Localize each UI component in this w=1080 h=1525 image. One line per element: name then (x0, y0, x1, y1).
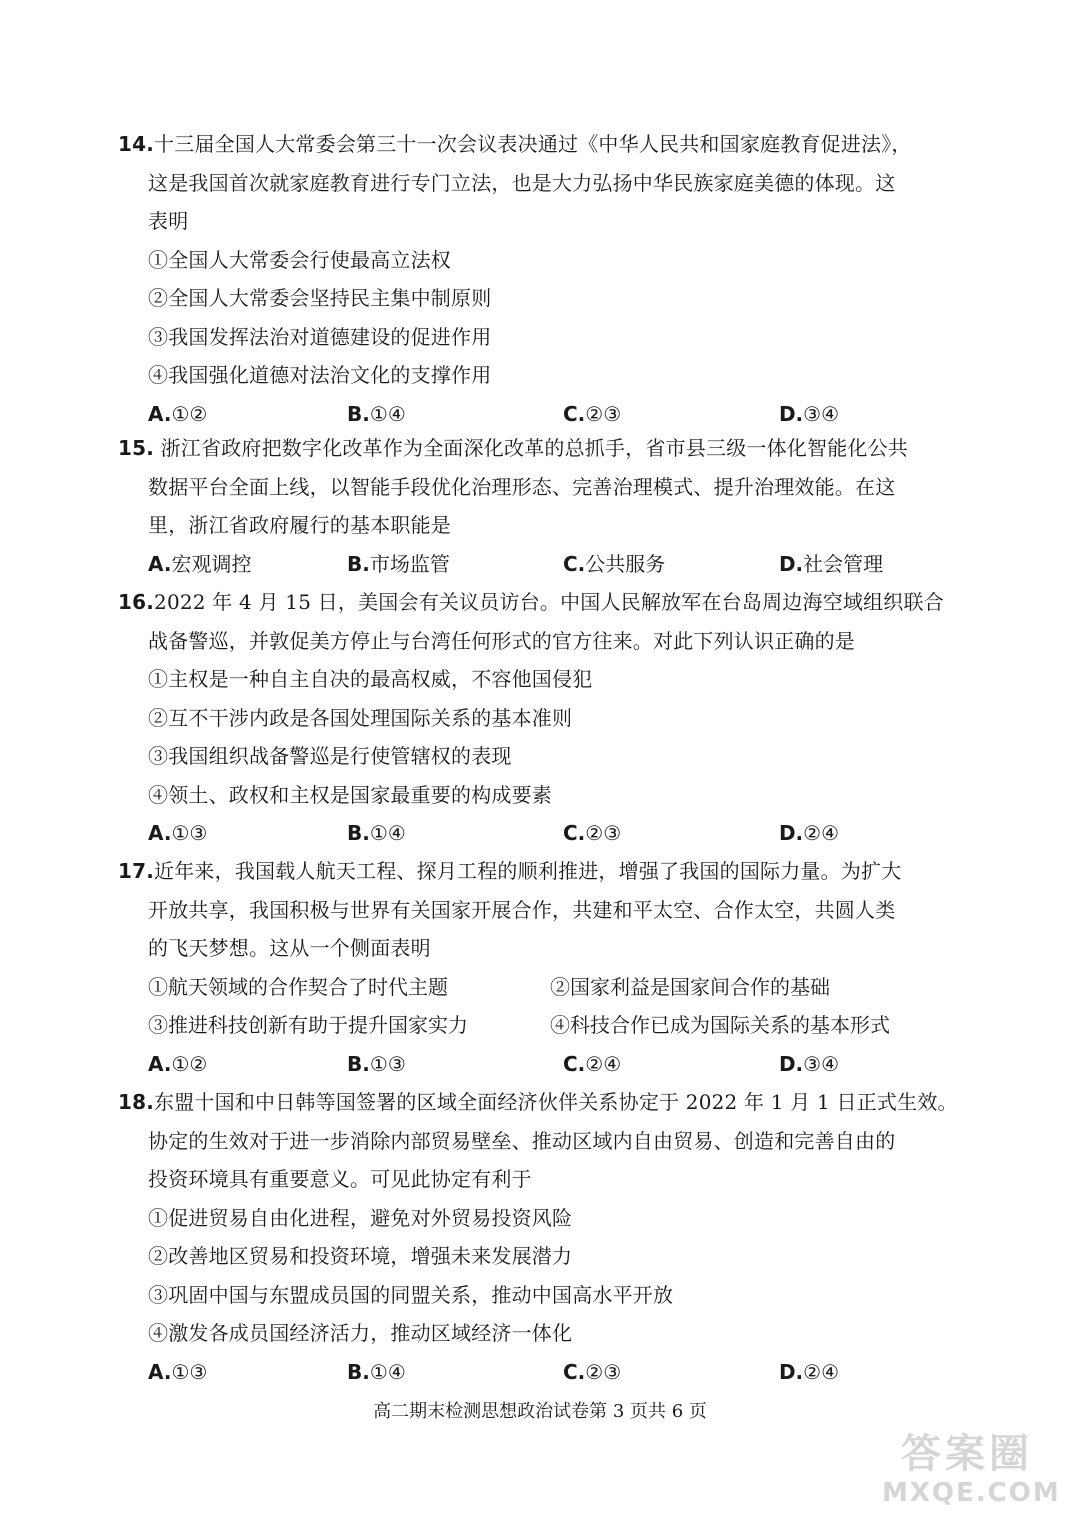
statement: ②互不干涉内政是各国处理国际关系的基本准则 (148, 705, 573, 730)
choice-c[interactable]: C.②③ (563, 401, 622, 426)
stem-line: 里，浙江省政府履行的基本职能是 (148, 513, 451, 537)
stem-line: 浙江省政府把数字化改革作为全面深化改革的总抓手，省市县三级一体化智能化公共 (154, 436, 908, 460)
question-number: 17. (118, 859, 155, 883)
stem-line: 表明 (148, 209, 189, 233)
choice-c[interactable]: C.②④ (563, 1051, 622, 1076)
choice-b[interactable]: B.①③ (347, 1051, 406, 1076)
stem-line: 的飞天梦想。这从一个侧面表明 (148, 936, 431, 960)
stem-line: 这是我国首次就家庭教育进行专门立法，也是大力弘扬中华民族家庭美德的体现。这 (148, 170, 896, 195)
choice-c[interactable]: C.公共服务 (563, 551, 666, 576)
stem-line: 2022 年 4 月 15 日，美国会有关议员访台。中国人民解放军在台岛周边海空域组织联合 (154, 590, 944, 614)
statement: ②国家利益是国家间合作的基础 (550, 974, 830, 999)
choice-a[interactable]: A.①② (148, 1051, 208, 1076)
stem-line: 投资环境具有重要意义。可见此协定有利于 (148, 1167, 532, 1191)
choice-c[interactable]: C.②③ (563, 821, 622, 845)
question-stem (118, 852, 978, 968)
choice-b[interactable]: B.①④ (347, 401, 406, 426)
choice-d[interactable]: D.②④ (778, 1359, 840, 1384)
choice-a[interactable]: A.①② (148, 401, 208, 426)
choice-row (118, 395, 978, 434)
choice-row (118, 545, 978, 584)
question-17 (118, 852, 978, 1083)
choice-d[interactable]: D.③④ (778, 1051, 840, 1076)
choice-d[interactable]: D.社会管理 (778, 551, 884, 576)
question-stem (118, 1083, 978, 1199)
choice-b[interactable]: B.市场监管 (347, 551, 450, 576)
stem-line: 战备警巡，并敦促美方停止与台湾任何形式的官方往来。对此下列认识正确的是 (148, 628, 855, 653)
stem-line: 数据平台全面上线，以智能手段优化治理形态、完善治理模式、提升治理效能。在这 (148, 474, 896, 499)
statement: ④激发各成员国经济活力，推动区域经济一体化 (148, 1321, 573, 1345)
choice-row (118, 1353, 978, 1392)
statement-row (118, 968, 978, 1007)
choice-a[interactable]: A.①③ (148, 821, 208, 845)
watermark-domain: MXQE.COM (882, 1478, 1061, 1508)
statement: ①促进贸易自由化进程，避免对外贸易投资风险 (148, 1205, 573, 1230)
watermark-text: 答案圈 (901, 1431, 1033, 1477)
choice-a[interactable]: A.宏观调控 (148, 551, 252, 576)
statement: ①航天领域的合作契合了时代主题 (148, 974, 448, 999)
choice-a[interactable]: A.①③ (148, 1359, 208, 1384)
stem-line: 十三届全国人大常委会第三十一次会议表决通过《中华人民共和国家庭教育促进法》， (154, 132, 912, 156)
statement: ②改善地区贸易和投资环境，增强未来发展潜力 (148, 1244, 573, 1268)
question-number: 15. (118, 436, 155, 460)
question-number: 18. (118, 1090, 155, 1114)
question-stem (118, 125, 978, 241)
question-15 (118, 429, 978, 583)
statement-row (118, 1006, 978, 1045)
statement: ④我国强化道德对法治文化的支撑作用 (148, 363, 492, 387)
stem-line: 开放共享，我国积极与世界有关国家开展合作，共建和平太空、合作太空，共圆人类 (148, 897, 896, 922)
choice-row (118, 814, 978, 853)
statement: ②全国人大常委会坚持民主集中制原则 (148, 286, 492, 310)
statement: ①全国人大常委会行使最高立法权 (148, 247, 451, 272)
choice-row (118, 1045, 978, 1084)
choice-d[interactable]: D.③④ (778, 401, 840, 426)
choice-c[interactable]: C.②③ (563, 1359, 622, 1384)
watermark-logo (882, 1430, 1061, 1515)
choice-b[interactable]: B.①④ (347, 821, 406, 845)
stem-line: 东盟十国和中日韩等国签署的区域全面经济伙伴关系协定于 2022 年 1 月 1 日正式生效。 (154, 1090, 958, 1114)
statement: ④领土、政权和主权是国家最重要的构成要素 (148, 782, 552, 807)
statement: ③推进科技创新有助于提升国家实力 (148, 1013, 468, 1037)
question-14 (118, 125, 978, 433)
statement: ④科技合作已成为国际关系的基本形式 (550, 1013, 890, 1037)
question-number: 16. (118, 590, 155, 614)
statement: ①主权是一种自主自决的最高权威，不容他国侵犯 (148, 667, 593, 691)
stem-line: 协定的生效对于进一步消除内部贸易壁垒、推动区域内自由贸易、创造和完善自由的 (148, 1128, 896, 1153)
statement: ③我国发挥法治对道德建设的促进作用 (148, 324, 492, 349)
choice-d[interactable]: D.②④ (778, 821, 840, 845)
question-stem (118, 583, 978, 660)
page-footer: 高二期末检测思想政治试卷第 3 页共 6 页 (373, 1401, 707, 1422)
choice-b[interactable]: B.①④ (347, 1359, 406, 1384)
stem-line: 近年来，我国载人航天工程、探月工程的顺利推进，增强了我国的国际力量。为扩大 (154, 859, 902, 883)
statement: ③我国组织战备警巡是行使管辖权的表现 (148, 744, 512, 768)
question-stem (118, 429, 978, 545)
question-18 (118, 1083, 978, 1391)
statement: ③巩固中国与东盟成员国的同盟关系，推动中国高水平开放 (148, 1282, 674, 1307)
question-number: 14. (118, 132, 155, 156)
question-16 (118, 583, 978, 853)
